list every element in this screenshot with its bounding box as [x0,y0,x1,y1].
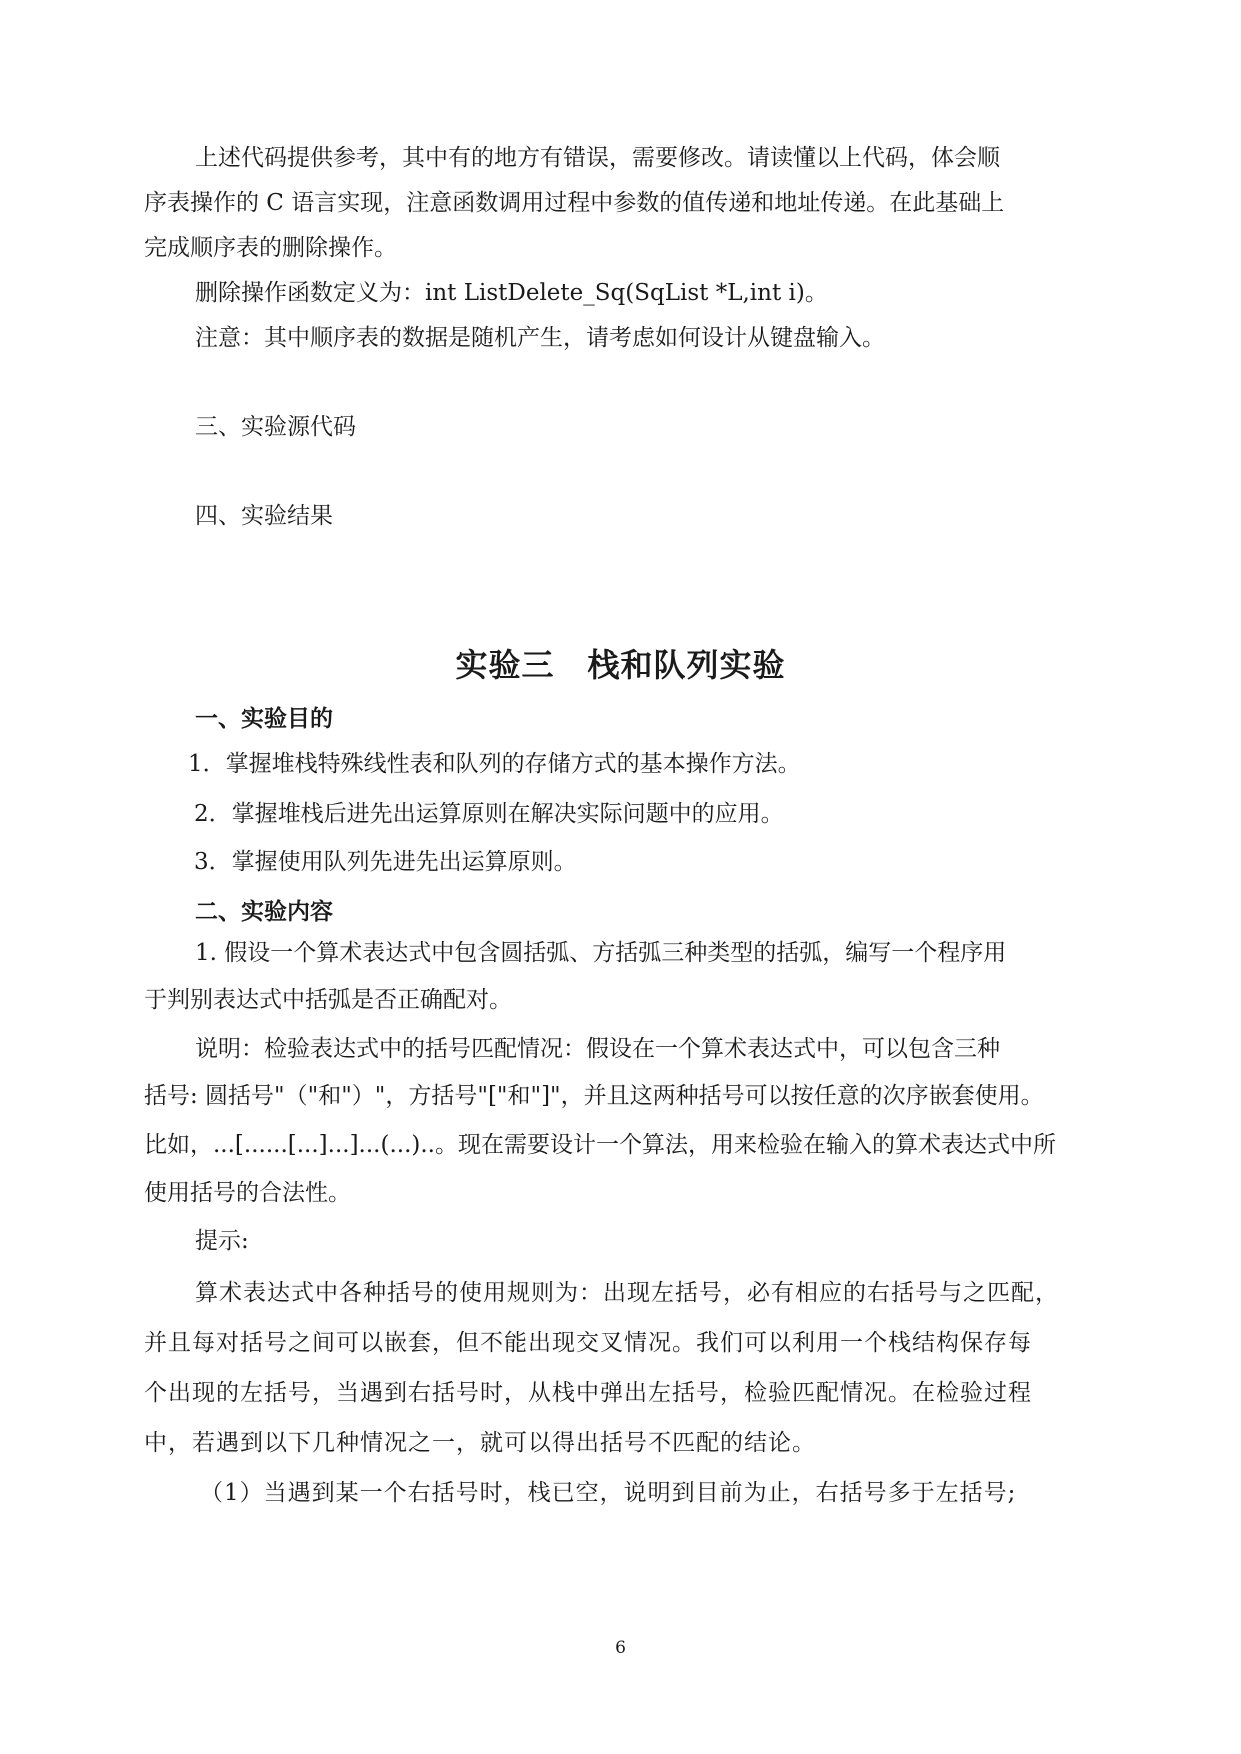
page-number: 6 [615,1638,626,1658]
hint-line3: 个出现的左括号，当遇到右括号时，从栈中弹出左括号，检验匹配情况。在检验过程 [144,1380,1032,1406]
hint-label: 提示: [195,1228,249,1254]
section-results-heading: 四、实验结果 [195,503,333,529]
paragraph-intro-line3: 完成顺序表的删除操作。 [144,235,397,261]
description-line2: 括号: 圆括号"（"和"）"，方括号"["和"]"，并且这两种括号可以按任意的次序嵌套使用。 [144,1083,1044,1109]
content-heading: 二、实验内容 [195,899,333,925]
description-line1: 说明：检验表达式中的括号匹配情况：假设在一个算术表达式中，可以包含三种 [195,1036,1000,1062]
paragraph-intro-line2: 序表操作的 C 语言实现，注意函数调用过程中参数的值传递和地址传递。在此基础上 [144,190,1005,216]
paragraph-delete-definition: 删除操作函数定义为：int ListDelete_Sq(SqList *L,int i)。 [195,280,828,306]
purpose-heading: 一、实验目的 [195,706,333,732]
experiment-title: 实验三 栈和队列实验 [455,646,786,684]
description-line3: 比如，...[......[...]...]...(...)..。现在需要设计一个算法，用来检验在输入的算术表达式中所 [144,1132,1056,1158]
paragraph-intro-line1: 上述代码提供参考，其中有的地方有错误，需要修改。请读懂以上代码，体会顺 [195,145,1000,171]
content-item1-line2: 于判别表达式中括弧是否正确配对。 [144,987,512,1013]
content-item1-line1: 1. 假设一个算术表达式中包含圆括弧、方括弧三种类型的括弧，编写一个程序用 [195,940,1007,966]
case-1: （1）当遇到某一个右括号时，栈已空，说明到目前为止，右括号多于左括号; [200,1480,1017,1506]
paragraph-note: 注意：其中顺序表的数据是随机产生，请考虑如何设计从键盘输入。 [195,325,885,351]
purpose-item: 3．掌握使用队列先进先出运算原则。 [194,849,577,875]
hint-line2: 并且每对括号之间可以嵌套，但不能出现交叉情况。我们可以利用一个栈结构保存每 [144,1330,1032,1356]
description-line4: 使用括号的合法性。 [144,1180,351,1206]
section-source-code-heading: 三、实验源代码 [195,414,356,440]
purpose-item: 2．掌握堆栈后进先出运算原则在解决实际问题中的应用。 [194,801,784,827]
hint-line1: 算术表达式中各种括号的使用规则为：出现左括号，必有相应的右括号与之匹配， [195,1280,1059,1306]
purpose-item: 1．掌握堆栈特殊线性表和队列的存储方式的基本操作方法。 [188,751,801,777]
hint-line4: 中，若遇到以下几种情况之一，就可以得出括号不匹配的结论。 [144,1430,816,1456]
